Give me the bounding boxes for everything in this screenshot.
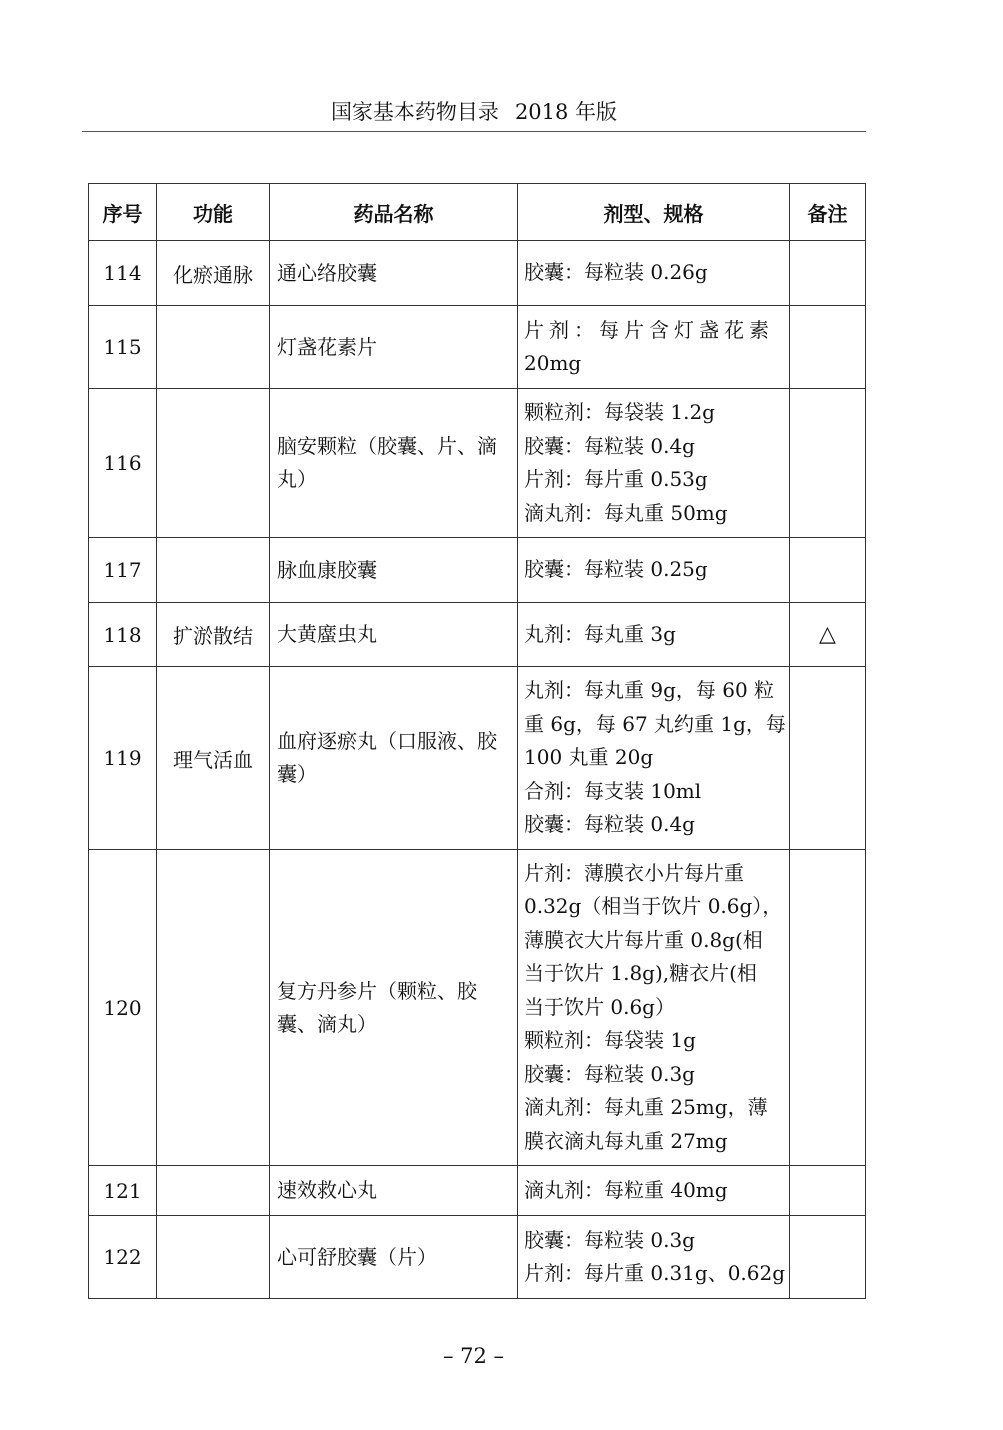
spec-line: 片剂：每片重 0.31g、0.62g [524,1261,786,1285]
cell-remarks [790,1166,866,1216]
cell-spec [518,1216,790,1299]
cell-function [157,389,270,538]
cell-serial-number: 122 [89,1216,157,1299]
cell-drug-name: 通心络胶囊 [270,241,518,306]
spec-line: 当于饮片 0.6g） [524,994,675,1019]
edition-year: 2018 年版 [514,100,618,124]
header-dosage-form-spec: 剂型、规格 [518,184,790,241]
cell-drug-name: 灯盏花素片 [270,306,518,389]
spec-line: 胶囊：每粒装 0.3g [524,1061,695,1086]
cell-spec [518,850,790,1166]
cell-drug-name: 大黄䗪虫丸 [270,603,518,667]
spec-line: 丸剂：每丸重 3g [524,621,676,646]
cell-drug-name: 复方丹参片（颗粒、胶囊、滴丸） [270,850,518,1166]
cell-remarks [790,1216,866,1299]
cell-spec [518,667,790,850]
page-number: – 72 – [442,1344,505,1368]
cell-spec [518,306,790,389]
cell-spec [518,603,790,667]
table-row [89,538,866,603]
table-row [89,1216,866,1299]
cell-remarks [790,538,866,603]
header-drug-name: 药品名称 [270,184,518,241]
spec-line: 薄膜衣大片每片重 0.8g(相 [524,927,763,952]
cell-drug-name: 脉血康胶囊 [270,538,518,603]
cell-drug-name: 脑安颗粒（胶囊、片、滴丸） [270,389,518,538]
cell-drug-name: 血府逐瘀丸（口服液、胶囊） [270,667,518,850]
cell-serial-number: 121 [89,1166,157,1216]
page-header [82,92,866,132]
cell-function [157,850,270,1166]
cell-serial-number: 117 [89,538,157,603]
table-row [89,306,866,389]
spec-line: 滴丸剂：每粒重 40mg [524,1177,728,1202]
spec-line: 0.32g（相当于饮片 0.6g）， [524,894,783,919]
spec-line: 胶囊：每粒装 0.26g [524,260,708,285]
spec-line: 20mg [524,351,582,375]
cell-function [157,538,270,603]
drug-catalog-table [88,183,866,1299]
spec-line: 颗粒剂：每袋装 1.2g [524,400,715,424]
spec-line: 滴丸剂：每丸重 25mg，薄 [524,1095,768,1120]
spec-line: 胶囊：每粒装 0.25g [524,557,708,582]
spec-line: 颗粒剂：每袋装 1g [524,1028,696,1053]
spec-line: 重 6g，每 67 丸约重 1g，每 [524,711,786,736]
document-title: 国家基本药物目录 [330,100,499,124]
table-row [89,667,866,850]
cell-serial-number: 119 [89,667,157,850]
spec-line: 膜衣滴丸每丸重 27mg [524,1128,728,1153]
cell-function [157,1166,270,1216]
spec-line: 合剂：每支装 10ml [524,778,702,803]
spec-line: 100 丸重 20g [524,745,654,770]
cell-serial-number: 114 [89,241,157,306]
spec-line: 片剂：每片含灯盏花素 [524,317,774,342]
spec-line: 当于饮片 1.8g),糖衣片(相 [524,961,757,986]
table-row [89,850,866,1166]
spec-line: 片剂：每片重 0.53g [524,467,708,491]
cell-function [157,1216,270,1299]
header-function: 功能 [157,184,270,241]
cell-serial-number: 115 [89,306,157,389]
table-header-row [89,184,866,241]
spec-line: 胶囊：每粒装 0.3g [524,1227,695,1252]
spec-line: 丸剂：每丸重 9g，每 60 粒 [524,678,775,703]
cell-drug-name: 心可舒胶囊（片） [270,1216,518,1299]
cell-spec [518,389,790,538]
cell-remarks [790,241,866,306]
header-serial-number: 序号 [89,184,157,241]
table-row [89,1166,866,1216]
cell-remarks [790,306,866,389]
header-remarks: 备注 [790,184,866,241]
spec-line: 胶囊：每粒装 0.4g [524,812,695,837]
table-row [89,241,866,306]
cell-drug-name: 速效救心丸 [270,1166,518,1216]
table-row [89,389,866,538]
cell-serial-number: 120 [89,850,157,1166]
table-row [89,603,866,667]
cell-serial-number: 118 [89,603,157,667]
cell-spec [518,241,790,306]
cell-serial-number: 116 [89,389,157,538]
spec-line: 片剂：薄膜衣小片每片重 [524,860,744,885]
cell-function [157,306,270,389]
spec-line: 滴丸剂：每丸重 50mg [524,500,728,525]
cell-spec [518,538,790,603]
cell-remarks-triangle: △ [790,603,866,667]
cell-remarks [790,667,866,850]
cell-remarks [790,850,866,1166]
cell-function: 扩淤散结 [157,603,270,667]
cell-spec [518,1166,790,1216]
cell-function: 化瘀通脉 [157,241,270,306]
cell-remarks [790,389,866,538]
cell-function: 理气活血 [157,667,270,850]
spec-line: 胶囊：每粒装 0.4g [524,433,695,458]
